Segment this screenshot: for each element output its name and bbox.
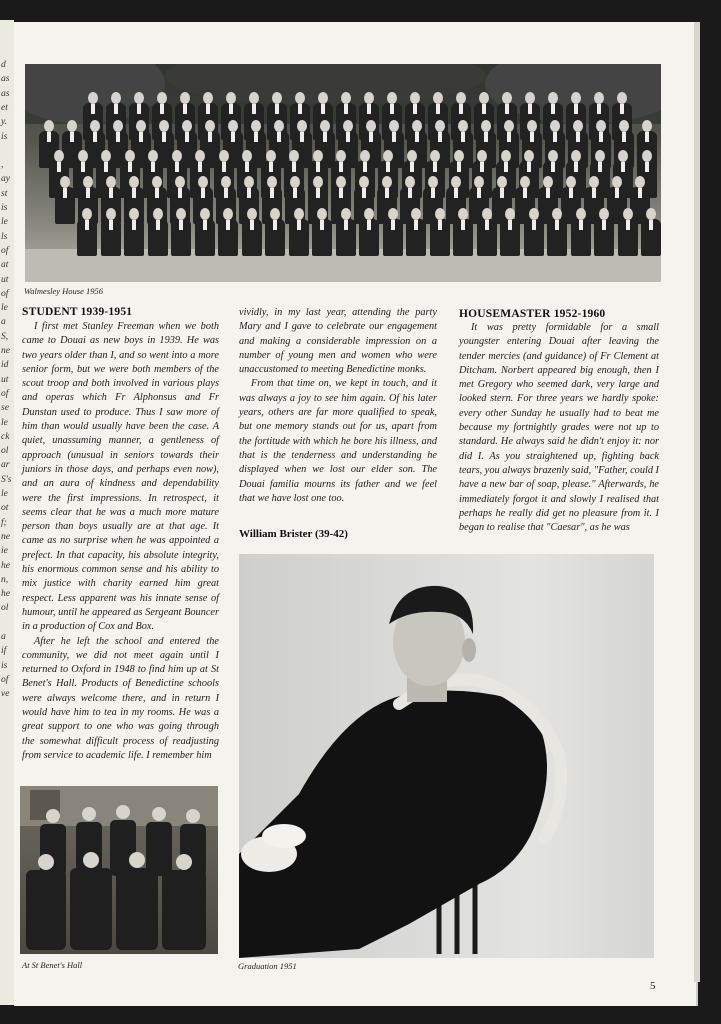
margin-fragment: ve	[1, 689, 10, 700]
housemaster-heading: HOUSEMASTER 1952-1960	[459, 308, 606, 320]
student-figure	[195, 208, 215, 256]
margin-fragment: ,	[1, 160, 4, 171]
margin-fragment: as	[1, 88, 10, 99]
student-paragraph-2: After he left the school and entered the community, we did not meet again until I returned to Oxford in 1948 to find him up at St Benet's Hall. Products of Benedictine schools were always welcome there, and in return I would have him to tea in my rooms. He was a great support to one who was going through the somewhat difficult process of readjusting from service to academic life. I remember him	[22, 635, 219, 761]
magazine-page	[14, 22, 696, 1006]
student-figure	[641, 208, 661, 256]
student-paragraph-1: I first met Stanley Freeman when we both came to Douai as new boys in 1939. He was two years older than I, and so went into a more senior form, but we were both members of the scout troop and both involved in various plays and operas which Fr Alphonsus and Fr Dunstan used to produce. Thus I saw more of him than would usually have been the case. A quiet, unassuming manner, a gentleness of approach (unusual in seniors towards their juniors in those days, and perhaps even now), and an aura of kindness and dependability were the first impressions. In retrospect, it seems clear that he was a much more mature person than boys usually are at that age. It came as no surprise when he was appointed a prefect. In that capacity, his absolute integrity, his enormous common sense and his ability to mix justice with charity earned him great respect. Less apparent was his innate sense of humour, until he appeared as Sergeant Bouncer in a production of Cox and Box.	[22, 321, 219, 633]
margin-fragment: he	[1, 589, 10, 600]
margin-fragment: of	[1, 288, 9, 299]
student-figure	[453, 208, 473, 256]
student-figure	[124, 208, 144, 256]
housemaster-paragraph-1: It was pretty formidable for a small youngster entering Douai after leaving the tender mercies (and guidance) of Fr Clement at Ditcham. Norbert appeared big enough, then I met Gregory who seemed dark, very large and looked stern. For three years we hardly spoke: every other Sunday he usually had to beat me because my fortnightly grades were not up to standard. He always said he didn't enjoy it: nor did I. As you straightened up, fighting back tears, you always brazenly said, "Father, could I have a new bar of soap, please." Afterwards, he immediately forgot it and slowly I realised that perhaps he really did get no pleasure from it. I began to realise that "Caesar", as he was	[459, 322, 659, 534]
housemaster-text	[459, 321, 659, 535]
margin-fragment: st	[1, 188, 8, 199]
student-figure	[594, 208, 614, 256]
margin-fragment: ne	[1, 346, 10, 356]
margin-fragment: ol	[1, 446, 9, 457]
margin-fragment: ut	[1, 374, 9, 385]
graduation-portrait	[239, 554, 654, 958]
student-heading: STUDENT 1939-1951	[22, 306, 133, 318]
student-figure	[524, 208, 544, 256]
margin-fragment: ie	[1, 546, 8, 557]
margin-fragment: ck	[1, 431, 10, 442]
student-figure	[55, 176, 75, 224]
margin-fragment: id	[1, 360, 9, 371]
margin-fragment: S's	[1, 474, 12, 485]
student-figure	[148, 208, 168, 256]
graduation-photo	[239, 554, 654, 958]
student-figure	[477, 208, 497, 256]
author-signature: William Brister (39-42)	[239, 528, 348, 540]
group-photo-caption: Walmesley House 1956	[24, 286, 104, 296]
student-figure	[430, 208, 450, 256]
margin-fragment: le	[1, 489, 8, 499]
student-figure	[359, 208, 379, 256]
margin-fragment: of	[1, 674, 9, 685]
student-text	[22, 320, 219, 763]
margin-fragment: he	[1, 560, 10, 571]
student-figure	[336, 208, 356, 256]
student-figure	[500, 208, 520, 256]
page-number: 5	[650, 980, 656, 992]
margin-fragment: le	[1, 417, 8, 428]
st-benets-caption: At St Benet's Hall	[22, 960, 83, 970]
margin-fragment: y.	[1, 117, 8, 128]
student-figure	[77, 208, 97, 256]
student-figure	[265, 208, 285, 256]
page-edge-right	[694, 22, 700, 982]
previous-page-edge	[0, 20, 14, 1005]
margin-fragment: le	[1, 217, 8, 228]
photo-st-benets-hall	[20, 786, 218, 954]
margin-fragment: d	[1, 60, 6, 70]
student-figure	[101, 208, 121, 256]
margin-fragment: at	[1, 260, 9, 271]
middle-paragraph-1: vividly, in my last year, attending the party Mary and I gave to celebrate our engagement and making a considerable impression on a number of young men and women who were unaccustomed to meeting Benedictine monks.	[239, 307, 437, 376]
margin-fragment: le	[1, 303, 8, 314]
student-figure	[312, 208, 332, 256]
margin-fragment: of	[1, 388, 9, 399]
student-figure	[618, 208, 638, 256]
st-benets-illustration	[20, 786, 218, 954]
margin-fragment: as	[1, 74, 10, 85]
margin-fragment: is	[1, 203, 8, 213]
student-figure	[571, 208, 591, 256]
margin-fragment: S,	[1, 331, 9, 342]
middle-text	[239, 306, 437, 506]
margin-fragment: ne	[1, 531, 10, 542]
margin-fragment: n,	[1, 574, 9, 585]
margin-fragment: is	[1, 131, 8, 142]
margin-fragment: a	[1, 317, 6, 328]
student-figure	[218, 208, 238, 256]
student-figure	[171, 208, 191, 256]
student-figure	[406, 208, 426, 256]
margin-fragment: if	[1, 646, 7, 657]
margin-fragment: ot	[1, 503, 9, 514]
graduation-caption: Graduation 1951	[238, 961, 297, 971]
margin-fragment: ol	[1, 603, 9, 614]
student-figure	[289, 208, 309, 256]
margin-fragment: a	[1, 632, 6, 642]
margin-fragment: se	[1, 403, 9, 414]
student-figure	[242, 208, 262, 256]
margin-fragment: f;	[1, 517, 7, 528]
student-figure	[547, 208, 567, 256]
margin-fragment: is	[1, 660, 8, 671]
margin-fragment: ls	[1, 231, 8, 242]
student-figure	[383, 208, 403, 256]
margin-fragment: of	[1, 245, 9, 256]
margin-fragment: ut	[1, 274, 9, 285]
margin-fragment: ar	[1, 460, 10, 471]
middle-paragraph-2: From that time on, we kept in touch, and it was always a joy to see him again. Of his later years, others are far more qualified to speak, but one memory stands out for us, apart from the fortitude with which he bore his illness, and that is the tenderness and understanding he displayed when we lost our elder son. The Douai familia mourns its father and we feel that we have lost one too.	[239, 378, 437, 504]
group-photo-walmesley-house	[25, 64, 661, 282]
margin-fragment: ay	[1, 174, 10, 185]
margin-fragment: et	[1, 102, 8, 113]
